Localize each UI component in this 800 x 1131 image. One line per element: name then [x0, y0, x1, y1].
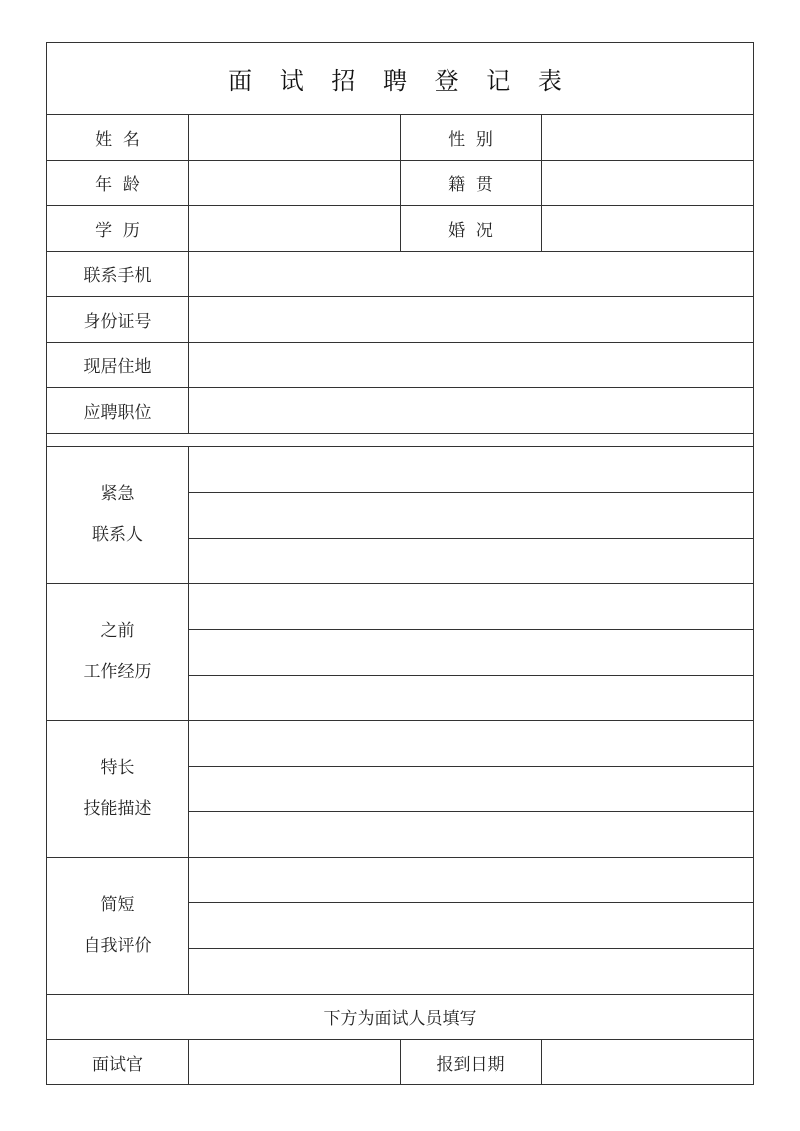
report-date-field[interactable] — [542, 1040, 753, 1085]
emergency-contact-line[interactable] — [189, 447, 753, 492]
address-label: 现居住地 — [83, 357, 152, 377]
address-field[interactable] — [189, 343, 753, 387]
self-evaluation-line[interactable] — [189, 903, 753, 948]
emergency-contact-label — [47, 446, 188, 583]
skills-line[interactable] — [189, 812, 753, 857]
age-label: 年 龄 — [95, 175, 140, 195]
experience-label-line2: 工作经历 — [83, 661, 152, 682]
position-label: 应聘职位 — [83, 402, 152, 423]
emergency-contact-line[interactable] — [189, 539, 753, 583]
form-title: 面 试 招 聘 登 记 表 — [228, 67, 572, 95]
marital-field[interactable] — [542, 206, 753, 251]
education-field[interactable] — [189, 206, 400, 251]
age-field[interactable] — [189, 161, 400, 205]
work-experience-label — [47, 583, 188, 720]
report-date-label: 报到日期 — [436, 1054, 505, 1075]
self-eval-label-line2: 自我评价 — [83, 935, 152, 956]
self-evaluation-label — [47, 857, 188, 994]
id-number-field[interactable] — [189, 297, 753, 342]
work-experience-line[interactable] — [189, 630, 753, 675]
emergency-label-line2: 联系人 — [92, 524, 143, 545]
work-experience-line[interactable] — [189, 584, 753, 629]
skills-label-line2: 技能描述 — [83, 798, 152, 819]
work-experience-line[interactable] — [189, 676, 753, 720]
interviewer-section-heading: 下方为面试人员填写 — [323, 1009, 477, 1029]
emergency-label-line1: 紧急 — [100, 483, 135, 504]
skills-line[interactable] — [189, 721, 753, 766]
gender-field[interactable] — [542, 115, 753, 160]
gender-label: 性 别 — [448, 129, 493, 150]
emergency-contact-line[interactable] — [189, 493, 753, 538]
divider — [47, 433, 753, 434]
origin-label: 籍 贯 — [448, 175, 493, 195]
id-number-label: 身份证号 — [83, 311, 152, 332]
self-evaluation-line[interactable] — [189, 949, 753, 994]
skills-label-line1: 特长 — [100, 757, 135, 778]
experience-label-line1: 之前 — [100, 620, 135, 641]
education-label: 学 历 — [95, 220, 140, 241]
self-evaluation-line[interactable] — [189, 858, 753, 902]
phone-label: 联系手机 — [83, 266, 152, 286]
interviewer-label: 面试官 — [92, 1054, 143, 1075]
origin-field[interactable] — [542, 161, 753, 205]
name-label: 姓 名 — [95, 129, 140, 150]
position-field[interactable] — [189, 388, 753, 433]
skills-line[interactable] — [189, 767, 753, 811]
phone-field[interactable] — [189, 252, 753, 296]
interviewer-field[interactable] — [189, 1040, 400, 1085]
name-field[interactable] — [189, 115, 400, 160]
registration-form — [46, 42, 754, 1085]
self-eval-label-line1: 简短 — [100, 894, 135, 915]
skills-label — [47, 720, 188, 857]
marital-label: 婚 况 — [448, 220, 493, 241]
